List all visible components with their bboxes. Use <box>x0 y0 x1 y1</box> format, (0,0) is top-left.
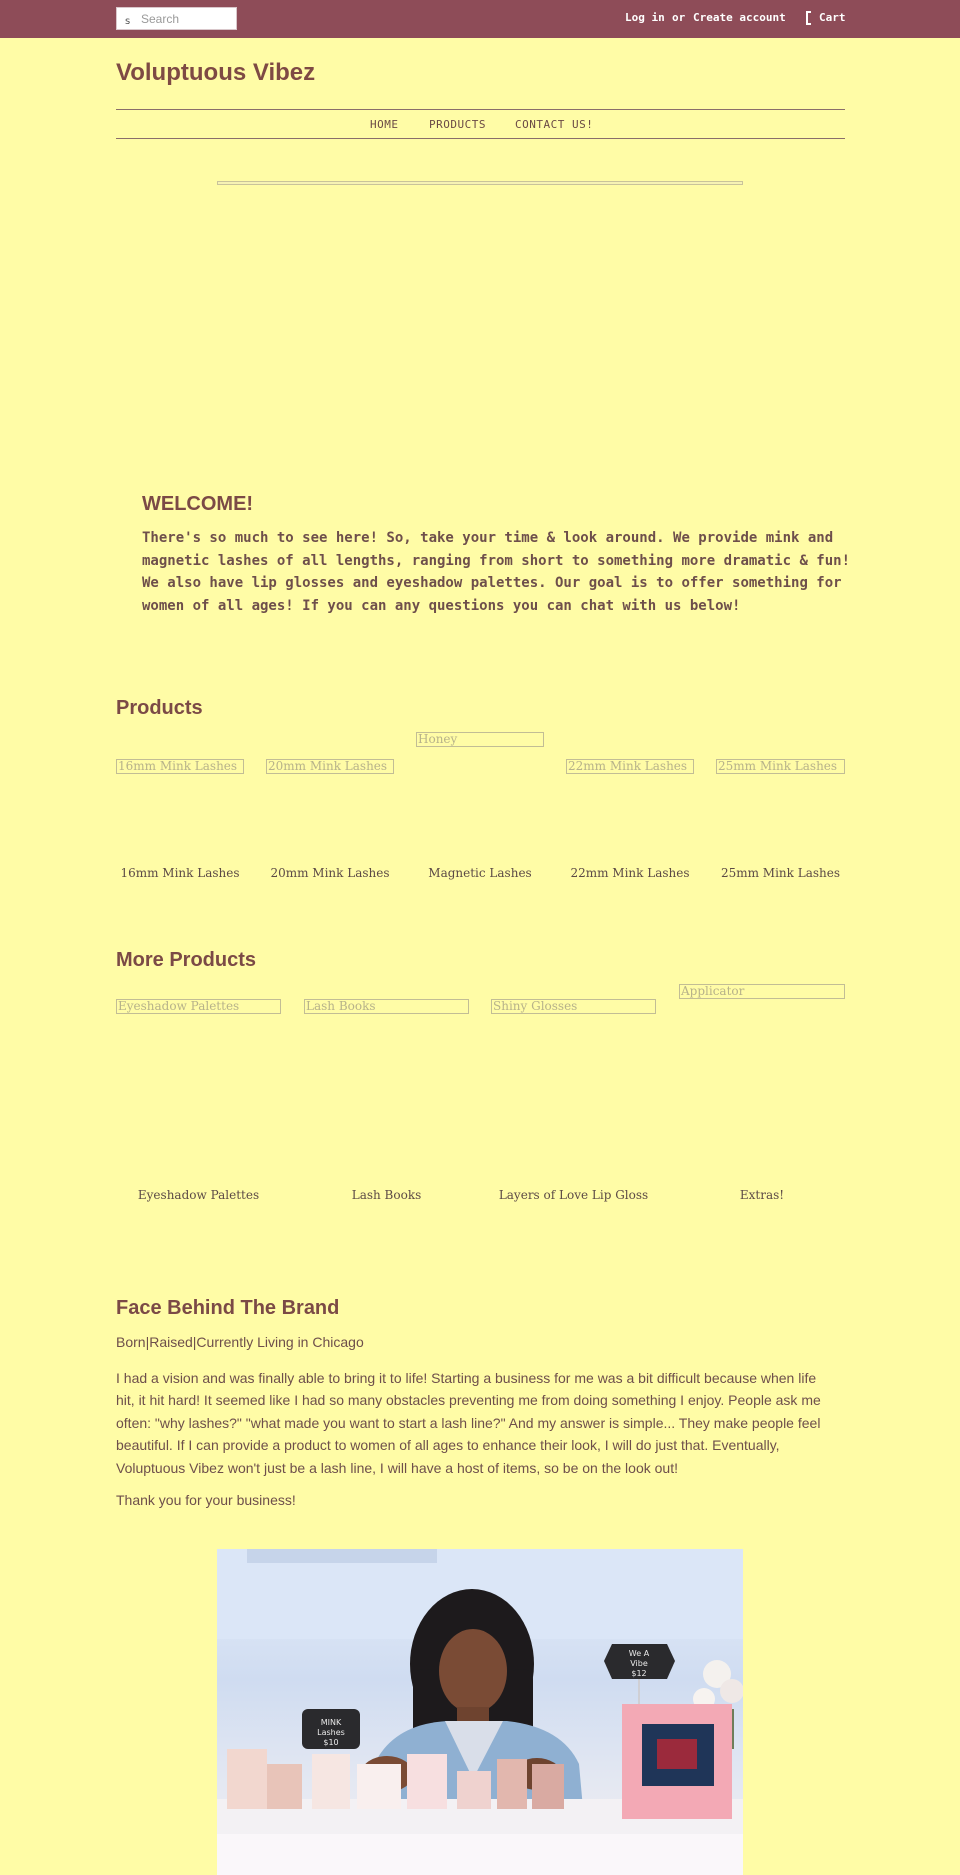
face-subtitle: Born|Raised|Currently Living in Chicago <box>116 1334 364 1350</box>
product-title-20mm[interactable]: 20mm Mink Lashes <box>270 866 390 880</box>
more-products-heading: More Products <box>116 949 257 971</box>
product-title-magnetic[interactable]: Magnetic Lashes <box>428 866 532 880</box>
svg-text:MINK: MINK <box>320 1718 342 1727</box>
product-image-20mm[interactable]: 20mm Mink Lashes <box>266 759 394 774</box>
more-image-glosses[interactable]: Shiny Glosses <box>491 999 656 1014</box>
site-title[interactable]: Voluptuous Vibez <box>116 59 316 86</box>
or-text: or <box>672 11 686 24</box>
search-input[interactable] <box>116 7 237 30</box>
face-story: I had a vision and was finally able to bring it to life! Starting a business for me was a bit difficult because when life hit, it hit hard! It seemed like I had so many obstacles preventing me from doing something I enjoy. People ask me often: "why lashes?" "what made you want to start a lash line?" And my answer is simple... They make people feel beautiful. If I can provide a product to women of all ages to enhance their look, I will do just that. Eventually, Voluptuous Vibez won't just be a lash line, I will have a host of items, so be on the look out! <box>116 1370 821 1476</box>
welcome-text: There's so much to see here! So, take your time & look around. We provide mink and magnetic lashes of all lengths, ranging from short to something more dramatic & fun! We also have lip glosses and eyeshadow palettes. Our goal is to offer something for women of all ages! If you can any questions you can chat with us below! <box>142 530 851 614</box>
cart-icon[interactable] <box>806 11 811 25</box>
product-title-25mm[interactable]: 25mm Mink Lashes <box>720 866 841 880</box>
create-account-link[interactable]: Create account <box>693 11 786 24</box>
product-image-16mm[interactable]: 16mm Mink Lashes <box>116 759 244 774</box>
search-placeholder: Search <box>141 12 180 26</box>
product-image-magnetic[interactable]: Honey <box>416 732 544 747</box>
price-sign-right <box>604 1644 675 1679</box>
nav-contact[interactable]: CONTACT US! <box>515 118 594 131</box>
more-title-lip-gloss[interactable]: Layers of Love Lip Gloss <box>498 1188 649 1202</box>
top-bar <box>0 0 960 38</box>
slideshow-placeholder <box>217 181 743 185</box>
more-title-eyeshadow[interactable]: Eyeshadow Palettes <box>137 1188 260 1202</box>
more-image-lash-books[interactable]: Lash Books <box>304 999 469 1014</box>
login-link[interactable]: Log in <box>625 11 665 24</box>
products-heading: Products <box>116 697 203 719</box>
price-sign-left <box>302 1709 360 1749</box>
thanks-text: Thank you for your business! <box>116 1492 296 1508</box>
nav-products[interactable]: PRODUCTS <box>429 118 486 131</box>
main-nav <box>116 109 845 139</box>
face-heading: Face Behind The Brand <box>116 1297 340 1319</box>
founder-photo-illustration <box>217 1549 743 1875</box>
svg-text:Vibe: Vibe <box>630 1659 648 1668</box>
more-image-applicator[interactable]: Applicator <box>679 984 845 999</box>
svg-text:$12: $12 <box>631 1669 647 1678</box>
cart-link[interactable]: Cart <box>819 11 846 24</box>
product-title-22mm[interactable]: 22mm Mink Lashes <box>570 866 690 880</box>
more-title-extras[interactable]: Extras! <box>739 1188 785 1202</box>
more-image-eyeshadow[interactable]: Eyeshadow Palettes <box>116 999 281 1014</box>
product-image-22mm[interactable]: 22mm Mink Lashes <box>566 759 694 774</box>
product-title-16mm[interactable]: 16mm Mink Lashes <box>120 866 240 880</box>
svg-text:Lashes: Lashes <box>317 1728 345 1737</box>
svg-text:$10: $10 <box>323 1738 339 1747</box>
nav-home[interactable]: HOME <box>370 118 399 131</box>
product-image-25mm[interactable]: 25mm Mink Lashes <box>716 759 845 774</box>
svg-text:We A: We A <box>628 1649 650 1658</box>
more-title-lash-books[interactable]: Lash Books <box>351 1188 422 1202</box>
magnifier-icon: s <box>125 16 131 27</box>
founder-photo <box>217 1549 743 1875</box>
welcome-heading: WELCOME! <box>142 493 254 515</box>
